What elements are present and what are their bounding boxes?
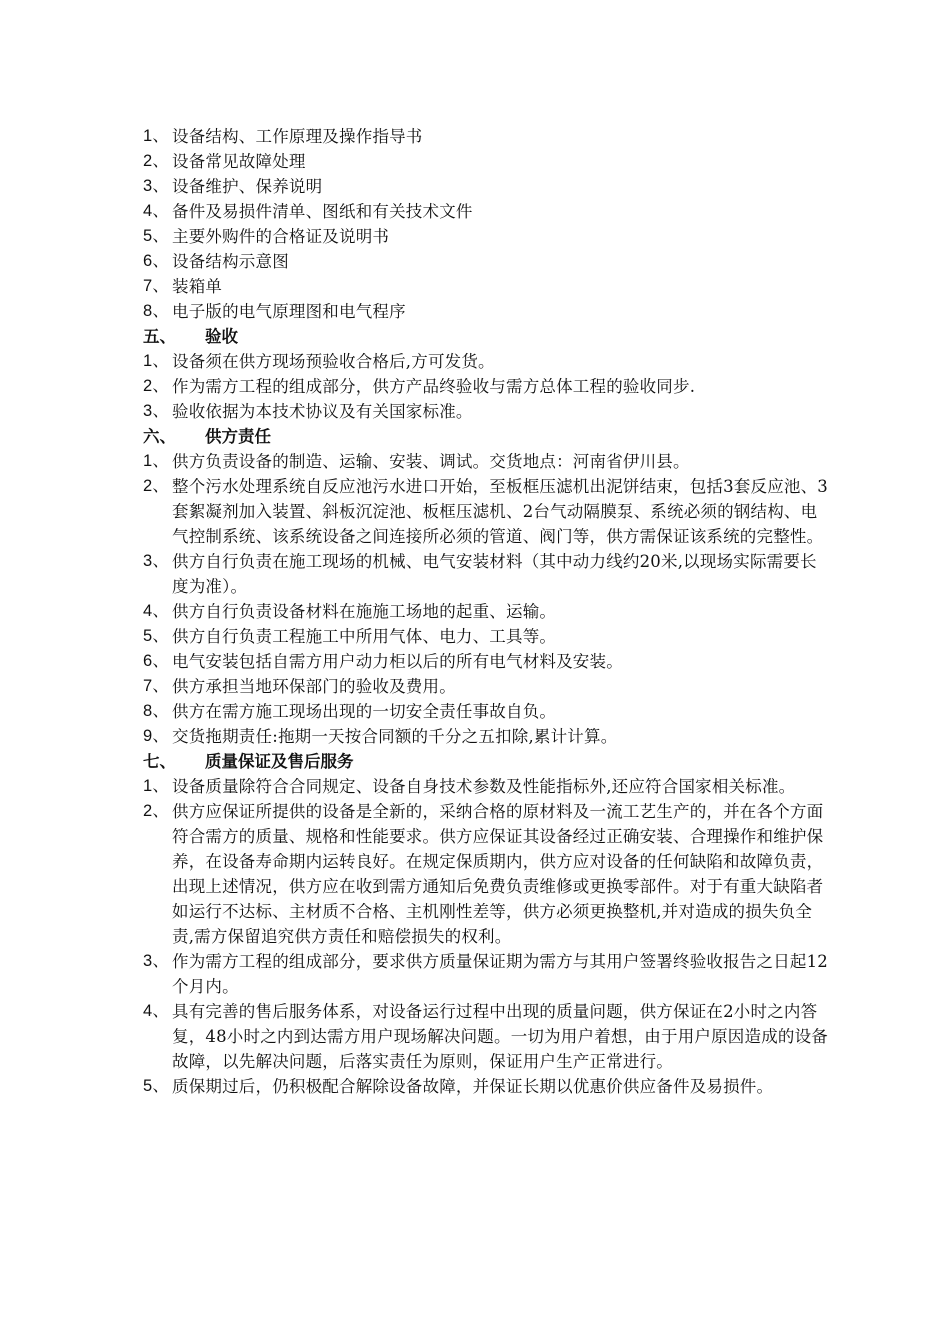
section-title: 质量保证及售后服务: [205, 752, 354, 771]
list-item: [0, 599, 950, 624]
item-number: 5、: [143, 627, 170, 645]
item-text: 供方应保证所提供的设备是全新的，采纳合格的原材料及一流工艺生产的，并在各个方面符合需方的质量、规格和性能要求。供方应保证其设备经过正确安装、合理操作和维护保养，在设备寿命期内运转良好。在规定保质期内，供方应对设备的任何缺陷和故障负责，出现上述情况，供方应在收到需方通知后免费负责维修或更换零部件。对于有重大缺陷者如运行不达标、主材质不合格、主机刚性差等，供方必须更换整机,并对造成的损失负全责,需方保留追究供方责任和赔偿损失的权利。: [172, 802, 824, 946]
item-text: 供方自行负责设备材料在施施工场地的起重、运输。: [172, 602, 557, 621]
list-item: [0, 174, 950, 199]
list-item: [0, 724, 950, 749]
item-number: 3、: [143, 552, 170, 570]
item-number: 3、: [143, 952, 170, 970]
item-number: 4、: [143, 1002, 170, 1020]
item-number: 6、: [143, 252, 170, 270]
item-text: 设备须在供方现场预验收合格后,方可发货。: [172, 352, 495, 371]
list-item: [0, 799, 950, 949]
list-item: [0, 774, 950, 799]
item-number: 6、: [143, 652, 170, 670]
section-number: 七、: [143, 752, 176, 771]
section-heading: [0, 324, 950, 349]
item-number: 1、: [143, 352, 170, 370]
item-text: 交货拖期责任:拖期一天按合同额的千分之五扣除,累计计算。: [172, 727, 618, 746]
item-text: 设备结构、工作原理及操作指导书: [172, 127, 423, 146]
item-number: 5、: [143, 227, 170, 245]
item-text: 备件及易损件清单、图纸和有关技术文件: [172, 202, 473, 221]
item-number: 3、: [143, 402, 170, 420]
section-number: 六、: [143, 427, 176, 446]
list-item: [0, 699, 950, 724]
list-item: [0, 224, 950, 249]
list-item: [0, 549, 950, 599]
list-item: [0, 149, 950, 174]
document-page: [0, 124, 950, 1099]
section-title: 验收: [205, 327, 238, 346]
list-item: [0, 949, 950, 999]
item-number: 9、: [143, 727, 170, 745]
item-number: 1、: [143, 452, 170, 470]
item-text: 设备质量除符合合同规定、设备自身技术参数及性能指标外,还应符合国家相关标准。: [172, 777, 796, 796]
item-text: 电子版的电气原理图和电气程序: [172, 302, 406, 321]
item-text: 主要外购件的合格证及说明书: [172, 227, 390, 246]
list-item: [0, 449, 950, 474]
item-text: 具有完善的售后服务体系，对设备运行过程中出现的质量问题，供方保证在2小时之内答复，48小时之内到达需方用户现场解决问题。一切为用户着想，由于用户原因造成的设备故障，以先解决问题，后落实责任为原则，保证用户生产正常进行。: [172, 1002, 828, 1071]
list-item: [0, 249, 950, 274]
item-number: 1、: [143, 127, 170, 145]
item-number: 2、: [143, 377, 170, 395]
item-number: 4、: [143, 602, 170, 620]
list-item: [0, 299, 950, 324]
item-number: 7、: [143, 677, 170, 695]
list-item: [0, 399, 950, 424]
item-text: 设备常见故障处理: [172, 152, 306, 171]
item-text: 供方负责设备的制造、运输、安装、调试。交货地点：河南省伊川县。: [172, 452, 690, 471]
item-text: 作为需方工程的组成部分，要求供方质量保证期为需方与其用户签署终验收报告之日起12个月内。: [172, 952, 828, 996]
list-item: [0, 649, 950, 674]
item-text: 质保期过后，仍积极配合解除设备故障，并保证长期以优惠价供应备件及易损件。: [172, 1077, 774, 1096]
list-item: [0, 274, 950, 299]
list-item: [0, 999, 950, 1074]
item-text: 装箱单: [172, 277, 223, 296]
item-number: 2、: [143, 477, 170, 495]
item-text: 作为需方工程的组成部分，供方产品终验收与需方总体工程的验收同步.: [172, 377, 696, 396]
item-text: 设备结构示意图: [172, 252, 289, 271]
item-number: 4、: [143, 202, 170, 220]
item-text: 电气安装包括自需方用户动力柜以后的所有电气材料及安装。: [172, 652, 623, 671]
item-number: 5、: [143, 1077, 170, 1095]
list-item: [0, 349, 950, 374]
list-item: [0, 124, 950, 149]
list-item: [0, 624, 950, 649]
section-heading: [0, 424, 950, 449]
list-item: [0, 474, 950, 549]
item-number: 2、: [143, 802, 170, 820]
section-heading: [0, 749, 950, 774]
item-text: 整个污水处理系统自反应池污水进口开始，至板框压滤机出泥饼结束，包括3套反应池、3套絮凝剂加入装置、斜板沉淀池、板框压滤机、2台气动隔膜泵、系统必须的钢结构、电气控制系统、该系统设备之间连接所必须的管道、阀门等，供方需保证该系统的完整性。: [172, 477, 828, 546]
list-item: [0, 199, 950, 224]
item-number: 3、: [143, 177, 170, 195]
item-number: 8、: [143, 302, 170, 320]
list-item: [0, 1074, 950, 1099]
item-text: 供方自行负责工程施工中所用气体、电力、工具等。: [172, 627, 557, 646]
section-number: 五、: [143, 327, 176, 346]
item-number: 7、: [143, 277, 170, 295]
list-item: [0, 674, 950, 699]
item-text: 验收依据为本技术协议及有关国家标准。: [172, 402, 473, 421]
list-item: [0, 374, 950, 399]
item-number: 8、: [143, 702, 170, 720]
item-number: 2、: [143, 152, 170, 170]
item-text: 供方自行负责在施工现场的机械、电气安装材料（其中动力线约20米,以现场实际需要长度为准）。: [172, 552, 817, 596]
item-number: 1、: [143, 777, 170, 795]
item-text: 供方在需方施工现场出现的一切安全责任事故自负。: [172, 702, 557, 721]
item-text: 供方承担当地环保部门的验收及费用。: [172, 677, 456, 696]
item-text: 设备维护、保养说明: [172, 177, 323, 196]
section-title: 供方责任: [205, 427, 271, 446]
